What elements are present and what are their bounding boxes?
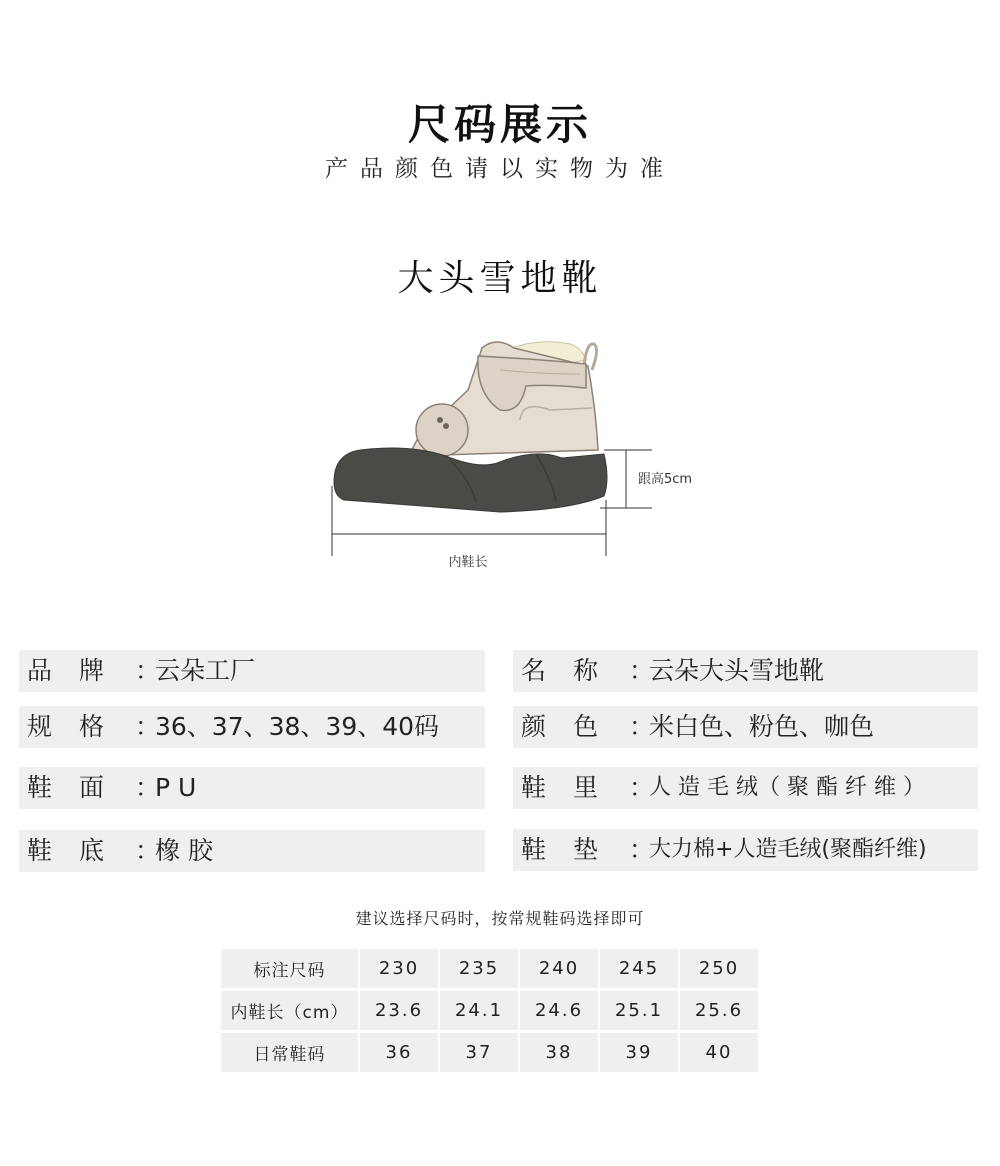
spec-colon: ：: [629, 773, 655, 802]
table-cell: 230: [360, 949, 438, 988]
table-row: [221, 949, 758, 988]
snow-boot-illustration: [300, 330, 720, 580]
spec-colon: ：: [629, 835, 655, 864]
spec-colon: ：: [629, 656, 655, 685]
table-cell: 40: [680, 1033, 758, 1072]
spec-value: 橡 胶: [155, 836, 213, 865]
table-cell: 250: [680, 949, 758, 988]
spec-name: [513, 650, 978, 692]
spec-label: 鞋垫: [521, 835, 626, 864]
spec-sole: [19, 830, 485, 872]
product-title: 大头雪地靴: [397, 258, 603, 299]
spec-label: 颜色: [521, 712, 626, 741]
table-cell: 39: [600, 1033, 678, 1072]
table-cell: 25.1: [600, 991, 678, 1030]
spec-label: 品牌: [27, 656, 132, 685]
spec-label: 鞋里: [521, 773, 626, 802]
page-title: 尺码展示: [407, 100, 592, 149]
table-cell: 235: [440, 949, 518, 988]
size-advice: 建议选择尺码时，按常规鞋码选择即可: [355, 909, 645, 928]
spec-label: 鞋面: [27, 773, 132, 802]
table-cell: 24.6: [520, 991, 598, 1030]
spec-insole: [513, 829, 978, 871]
snow-boot-icon: [300, 330, 720, 580]
table-cell: 245: [600, 949, 678, 988]
table-cell: 240: [520, 949, 598, 988]
spec-label: 鞋底: [27, 836, 132, 865]
page-subtitle: 产品颜色请以实物为准: [325, 156, 675, 182]
size-table: [219, 946, 760, 1075]
table-cell: 38: [520, 1033, 598, 1072]
spec-value: 云朵大头雪地靴: [649, 656, 825, 685]
table-cell: 37: [440, 1033, 518, 1072]
spec-value: P U: [155, 773, 197, 802]
table-cell: 24.1: [440, 991, 518, 1030]
spec-colon: ：: [135, 836, 161, 865]
row-header: 内鞋长（cm）: [221, 991, 358, 1030]
spec-lining: [513, 767, 978, 809]
spec-colon: ：: [135, 656, 161, 685]
spec-size-range: [19, 706, 485, 748]
spec-value: 云朵工厂: [155, 656, 256, 685]
inner-length-label: 内鞋长: [448, 555, 488, 570]
table-cell: 36: [360, 1033, 438, 1072]
spec-value: 大力棉+人造毛绒(聚酯纤维): [649, 837, 927, 862]
row-header: 标注尺码: [221, 949, 358, 988]
table-row: [221, 1033, 758, 1072]
spec-label: 规格: [27, 712, 132, 741]
spec-value: 36、37、38、39、40码: [155, 712, 440, 741]
spec-colon: ：: [629, 712, 655, 741]
table-row: [221, 991, 758, 1030]
spec-colon: ：: [135, 712, 161, 741]
row-header: 日常鞋码: [221, 1033, 358, 1072]
table-cell: 23.6: [360, 991, 438, 1030]
spec-color: [513, 706, 978, 748]
spec-brand: [19, 650, 485, 692]
spec-label: 名称: [521, 656, 626, 685]
spec-value: 人 造 毛 绒（ 聚 酯 纤 维 ）: [649, 775, 925, 800]
table-cell: 25.6: [680, 991, 758, 1030]
spec-upper: [19, 767, 485, 809]
heel-height-label: 跟高5cm: [638, 472, 693, 487]
spec-colon: ：: [135, 773, 161, 802]
spec-value: 米白色、粉色、咖色: [649, 712, 875, 741]
